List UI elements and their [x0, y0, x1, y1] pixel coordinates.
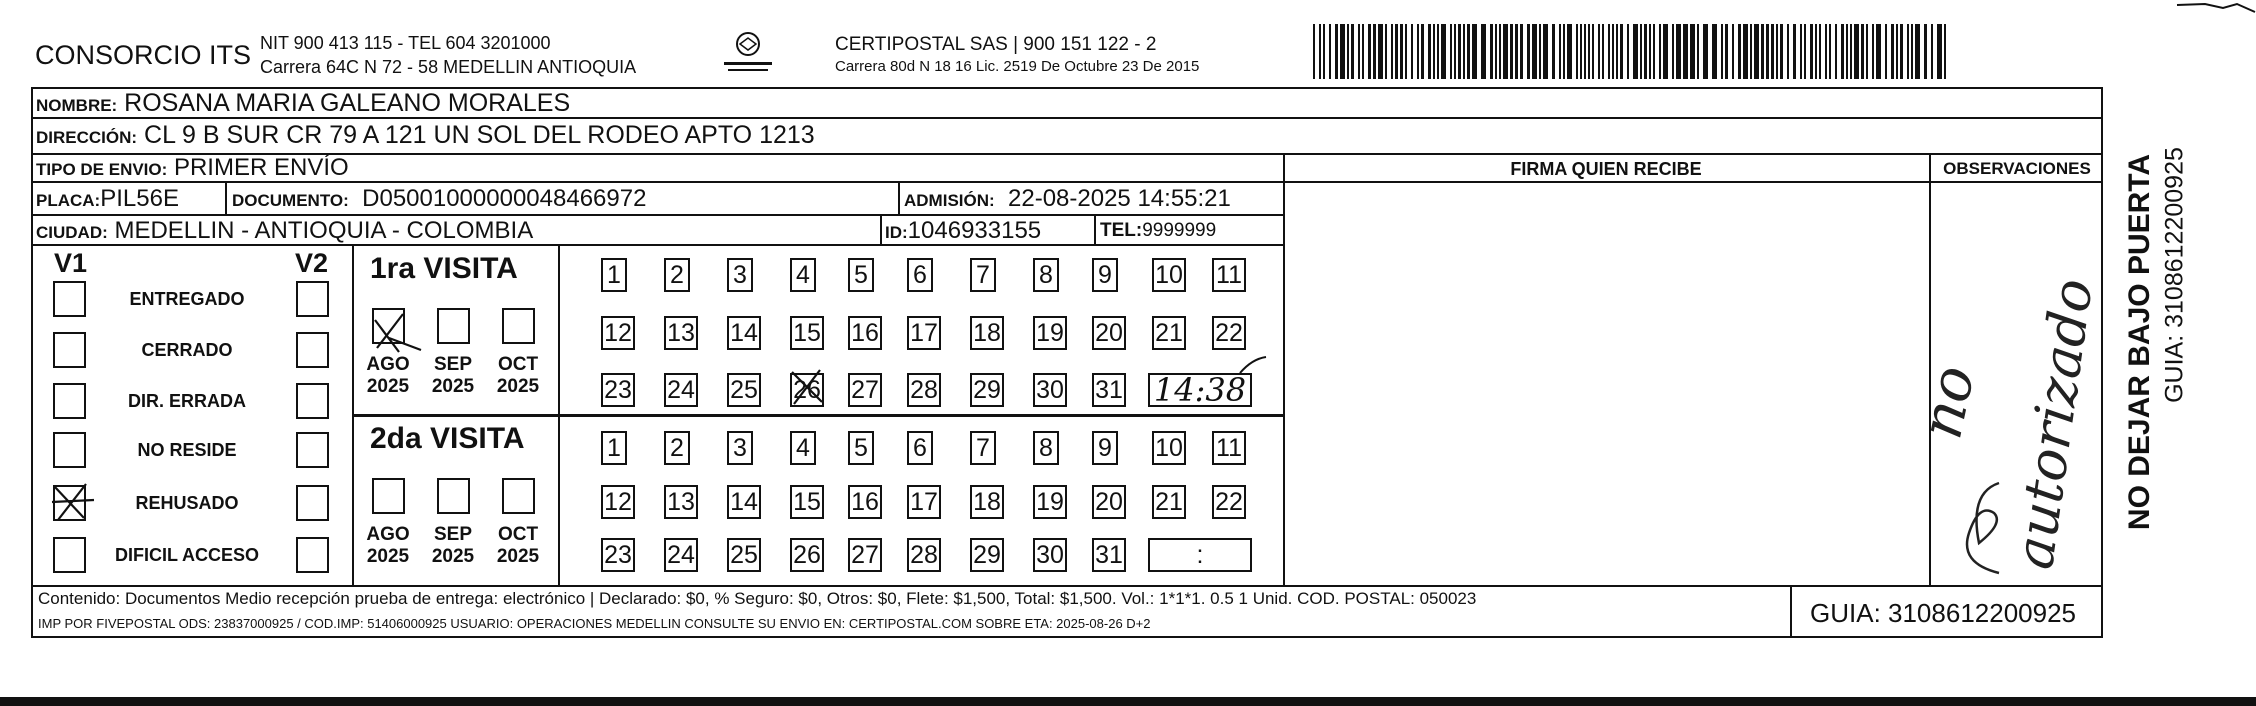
status-label: DIR. ERRADA: [127, 391, 246, 411]
status-label: DIFICIL ACCESO: [114, 545, 259, 565]
barcode-bar: [1563, 24, 1565, 79]
day-box[interactable]: 5: [848, 431, 874, 465]
month-checkbox[interactable]: [502, 478, 535, 514]
month-name: SEP: [433, 524, 473, 545]
barcode-bar: [1319, 24, 1321, 79]
cross-day-26: [786, 366, 828, 410]
barcode-bar: [1490, 24, 1493, 79]
barcode-bar: [1931, 24, 1933, 79]
month-name: AGO: [366, 354, 410, 375]
day-box[interactable]: 12: [601, 316, 635, 350]
documento-label: DOCUMENTO:: [232, 191, 349, 210]
barcode-bar: [1703, 24, 1708, 79]
barcode-bar: [1576, 24, 1578, 79]
day-box[interactable]: 23: [601, 538, 635, 572]
barcode-bar: [1804, 24, 1806, 79]
day-box[interactable]: 19: [1033, 316, 1067, 350]
barcode-bar: [1428, 24, 1431, 79]
day-box[interactable]: 18: [970, 485, 1004, 519]
barcode-bar: [1323, 24, 1325, 79]
observacion-handwritten-no: no: [1906, 359, 1988, 445]
day-box[interactable]: 18: [970, 316, 1004, 350]
barcode-bar: [1761, 24, 1764, 79]
barcode-bar: [1510, 24, 1513, 79]
carrier-name: CERTIPOSTAL SAS | 900 151 122 - 2: [835, 34, 1157, 55]
month-label: [426, 524, 480, 568]
day-box[interactable]: 6: [907, 431, 933, 465]
day-box[interactable]: 21: [1152, 485, 1186, 519]
barcode-bar: [1395, 24, 1398, 79]
barcode-bar: [1861, 24, 1864, 79]
signature-area[interactable]: [1285, 183, 1929, 585]
barcode-bar: [1721, 24, 1723, 79]
footer-guia: GUIA: 3108612200925: [1810, 598, 2076, 628]
observaciones-header: OBSERVACIONES: [1943, 159, 2091, 178]
barcode-bar: [1433, 24, 1435, 79]
barcode-bar: [1495, 24, 1497, 79]
barcode: [1313, 24, 1950, 79]
day-box[interactable]: 20: [1092, 485, 1126, 519]
day-box[interactable]: 29: [970, 538, 1004, 572]
barcode-bar: [1620, 24, 1623, 79]
barcode-bar: [1532, 24, 1537, 79]
ciudad-value: MEDELLIN - ANTIOQUIA - COLOMBIA: [114, 217, 534, 244]
day-box[interactable]: 24: [664, 538, 698, 572]
barcode-bar: [1872, 24, 1874, 79]
tipo-label: TIPO DE ENVIO:: [36, 160, 168, 179]
footer-contenido: Contenido: Documentos Medio recepción prueba de entrega: electrónico | Declarado: $0, % Seguro: $0, Otros: $0, Flete: $1,500, Total: $1,500. Vol.: 1*1*1. 0.5 1 Unid. COD. POSTAL: 050023: [38, 589, 1477, 608]
second-visit-title: 2da VISITA: [370, 422, 525, 455]
status-label: CERRADO: [141, 340, 233, 360]
day-box[interactable]: 1: [601, 431, 627, 465]
barcode-bar: [1627, 24, 1629, 79]
barcode-bar: [1787, 24, 1789, 79]
barcode-bar: [1829, 24, 1831, 79]
day-box[interactable]: 9: [1092, 431, 1118, 465]
id-row: [885, 219, 1041, 243]
ciudad-row: [36, 219, 533, 243]
barcode-bar: [1351, 24, 1354, 79]
id-label: ID:: [885, 223, 908, 242]
day-box[interactable]: 11: [1212, 431, 1246, 465]
month-year: 2025: [496, 546, 540, 567]
barcode-bar: [1676, 24, 1681, 79]
barcode-bar: [1640, 24, 1642, 79]
day-box[interactable]: 15: [790, 485, 824, 519]
id-value: 1046933155: [907, 217, 1042, 244]
barcode-bar: [1441, 24, 1446, 79]
nombre-value: ROSANA MARIA GALEANO MORALES: [124, 89, 571, 117]
status-label: ENTREGADO: [129, 289, 245, 309]
documento-row: [232, 187, 646, 211]
barcode-bar: [1391, 24, 1393, 79]
barcode-bar: [1421, 24, 1424, 79]
day-box[interactable]: 25: [727, 373, 761, 407]
admision-value: 22-08-2025 14:55:21: [1008, 185, 1231, 212]
checkmark-ago-first: [365, 308, 425, 358]
barcode-bar: [1580, 24, 1582, 79]
barcode-bar: [1876, 24, 1881, 79]
day-box[interactable]: 31: [1092, 538, 1126, 572]
tipo-row: [36, 156, 349, 180]
barcode-bar: [1743, 24, 1748, 79]
second-visit-time[interactable]: :: [1148, 538, 1252, 572]
barcode-bar: [1649, 24, 1651, 79]
barcode-bar: [1672, 24, 1674, 79]
barcode-bar: [1358, 24, 1360, 79]
nombre-row: [36, 91, 570, 116]
barcode-bar: [1411, 24, 1413, 79]
ciudad-label: CIUDAD:: [36, 223, 108, 242]
barcode-bar: [1539, 24, 1541, 79]
v1-checkbox[interactable]: [53, 537, 86, 573]
direccion-label: DIRECCIÓN:: [36, 128, 138, 147]
day-box[interactable]: 22: [1212, 485, 1246, 519]
carrier-address: Carrera 80d N 18 16 Lic. 2519 De Octubre 23 De 2015: [835, 58, 1200, 75]
tel-value: 9999999: [1142, 220, 1217, 241]
month-name: OCT: [497, 524, 539, 545]
barcode-bar: [1608, 24, 1610, 79]
barcode-bar: [1552, 24, 1555, 79]
barcode-bar: [1644, 24, 1647, 79]
month-year: 2025: [366, 546, 410, 567]
barcode-bar: [1602, 24, 1604, 79]
barcode-bar: [1584, 24, 1586, 79]
checkmark-rehusado: [48, 480, 98, 522]
v2-checkbox[interactable]: [296, 281, 329, 317]
barcode-bar: [1417, 24, 1419, 79]
direccion-value: CL 9 B SUR CR 79 A 121 UN SOL DEL RODEO APTO 1213: [144, 121, 815, 149]
day-box[interactable]: 15: [790, 316, 824, 350]
day-box[interactable]: 8: [1033, 431, 1059, 465]
barcode-bar: [1732, 24, 1734, 79]
barcode-bar: [1697, 24, 1699, 79]
first-visit-title: 1ra VISITA: [370, 252, 518, 285]
day-box[interactable]: 14: [727, 485, 761, 519]
month-year: 2025: [431, 546, 475, 567]
placa-value: PIL56E: [100, 185, 179, 212]
barcode-bar: [1900, 24, 1903, 79]
day-box[interactable]: 19: [1033, 485, 1067, 519]
barcode-bar: [1846, 24, 1848, 79]
side-guia: GUIA: 3108612200925: [2160, 147, 2189, 403]
barcode-bar: [1683, 24, 1688, 79]
month-label: [426, 354, 480, 398]
status-label: REHUSADO: [135, 493, 239, 513]
day-box[interactable]: 27: [848, 373, 882, 407]
v2-checkbox[interactable]: [296, 432, 329, 468]
barcode-bar: [1437, 24, 1439, 79]
barcode-bar: [1754, 24, 1759, 79]
logo-icon: [718, 30, 778, 76]
barcode-bar: [1335, 24, 1338, 79]
day-box[interactable]: 8: [1033, 258, 1059, 292]
barcode-bar: [1653, 24, 1655, 79]
month-checkbox[interactable]: [502, 308, 535, 344]
day-box[interactable]: 2: [664, 258, 690, 292]
month-year: 2025: [366, 376, 410, 397]
firma-header: FIRMA QUIEN RECIBE: [1510, 159, 1702, 179]
day-box[interactable]: 12: [601, 485, 635, 519]
barcode-bar: [1738, 24, 1741, 79]
barcode-bar: [1499, 24, 1501, 79]
day-box[interactable]: 29: [970, 373, 1004, 407]
barcode-bar: [1520, 24, 1523, 79]
v2-label: V2: [295, 248, 329, 278]
barcode-bar: [1659, 24, 1661, 79]
month-label: [361, 354, 415, 398]
v2-checkbox[interactable]: [296, 485, 329, 521]
day-box[interactable]: 22: [1212, 316, 1246, 350]
company-nit: NIT 900 413 115 - TEL 604 3201000: [260, 33, 551, 53]
day-box[interactable]: 14: [727, 316, 761, 350]
barcode-bar: [1567, 24, 1572, 79]
month-checkbox[interactable]: [437, 308, 470, 344]
day-box[interactable]: 1: [601, 258, 627, 292]
observaciones-area[interactable]: [1906, 183, 2106, 585]
month-year: 2025: [496, 376, 540, 397]
tel-row: [1100, 221, 1216, 240]
barcode-bar: [1850, 24, 1852, 79]
month-name: AGO: [366, 524, 410, 545]
barcode-bar: [1472, 24, 1477, 79]
barcode-bar: [1885, 24, 1887, 79]
barcode-bar: [1891, 24, 1894, 79]
barcode-bar: [1776, 24, 1778, 79]
day-box[interactable]: 13: [664, 316, 698, 350]
barcode-bar: [1385, 24, 1387, 79]
day-box[interactable]: 5: [848, 258, 874, 292]
day-box[interactable]: 30: [1033, 373, 1067, 407]
month-checkbox[interactable]: [372, 478, 405, 514]
side-warning: NO DEJAR BAJO PUERTA: [2123, 153, 2156, 531]
barcode-bar: [1368, 24, 1371, 79]
barcode-bar: [1841, 24, 1844, 79]
bottom-bar: [0, 697, 2256, 706]
barcode-bar: [1819, 24, 1821, 79]
barcode-bar: [1690, 24, 1695, 79]
placa-label: PLACA:: [36, 191, 101, 210]
day-box[interactable]: 21: [1152, 316, 1186, 350]
barcode-bar: [1810, 24, 1813, 79]
barcode-bar: [1911, 24, 1913, 79]
barcode-bar: [1780, 24, 1783, 79]
day-box[interactable]: 31: [1092, 373, 1126, 407]
barcode-bar: [1481, 24, 1486, 79]
handwritten-initial-mark: [1949, 473, 2009, 583]
barcode-bar: [1463, 24, 1465, 79]
barcode-bar: [1347, 24, 1349, 79]
barcode-bar: [1944, 24, 1946, 79]
barcode-bar: [1712, 24, 1717, 79]
footer-impresion: IMP POR FIVEPOSTAL ODS: 23837000925 / COD.IMP: 51406000925 USUARIO: OPERACIONES MEDELLIN CONSULTE SU ENVIO EN: CERTIPOSTAL.COM SOBRE ETA: 2025-08-26 D+2: [38, 616, 1151, 631]
month-name: OCT: [497, 354, 539, 375]
v1-label: V1: [54, 248, 88, 278]
handwriting-stroke: [1238, 355, 1268, 375]
day-box[interactable]: 28: [907, 373, 941, 407]
day-box[interactable]: 3: [727, 258, 753, 292]
day-box[interactable]: 7: [970, 258, 996, 292]
barcode-bar: [1503, 24, 1508, 79]
barcode-bar: [1937, 24, 1942, 79]
barcode-bar: [1543, 24, 1548, 79]
nombre-label: NOMBRE:: [36, 96, 118, 115]
barcode-bar: [1405, 24, 1407, 79]
day-box[interactable]: 28: [907, 538, 941, 572]
day-box[interactable]: 13: [664, 485, 698, 519]
day-box[interactable]: 17: [907, 316, 941, 350]
barcode-bar: [1815, 24, 1817, 79]
barcode-bar: [1362, 24, 1364, 79]
barcode-bar: [1793, 24, 1796, 79]
barcode-bar: [1313, 24, 1315, 79]
day-box[interactable]: 23: [601, 373, 635, 407]
day-box[interactable]: 30: [1033, 538, 1067, 572]
corner-mark: [2175, 0, 2256, 20]
month-label: [491, 524, 545, 568]
certipostal-logo: [718, 30, 778, 76]
barcode-bar: [1400, 24, 1403, 79]
company-address: Carrera 64C N 72 - 58 MEDELLIN ANTIOQUIA: [260, 57, 637, 77]
month-label: [491, 354, 545, 398]
barcode-bar: [1771, 24, 1774, 79]
v2-checkbox[interactable]: [296, 332, 329, 368]
barcode-bar: [1340, 24, 1345, 79]
day-box[interactable]: 24: [664, 373, 698, 407]
barcode-bar: [1612, 24, 1614, 79]
tipo-value: PRIMER ENVÍO: [173, 154, 349, 181]
barcode-bar: [1378, 24, 1383, 79]
month-label: [361, 524, 415, 568]
day-box[interactable]: 16: [848, 316, 882, 350]
barcode-bar: [1835, 24, 1837, 79]
barcode-bar: [1663, 24, 1668, 79]
v1-checkbox[interactable]: [53, 383, 86, 419]
day-box[interactable]: 17: [907, 485, 941, 519]
first-visit-time[interactable]: 14:38: [1148, 373, 1252, 407]
barcode-bar: [1467, 24, 1470, 79]
v2-checkbox[interactable]: [296, 537, 329, 573]
day-box[interactable]: 9: [1092, 258, 1118, 292]
direccion-row: [36, 123, 815, 148]
tel-label: TEL:: [1100, 220, 1143, 241]
barcode-bar: [1825, 24, 1827, 79]
day-box[interactable]: 26: [790, 538, 824, 572]
day-box[interactable]: 25: [727, 538, 761, 572]
day-box[interactable]: 4: [790, 431, 816, 465]
day-box[interactable]: 16: [848, 485, 882, 519]
barcode-bar: [1907, 24, 1909, 79]
barcode-bar: [1854, 24, 1859, 79]
barcode-bar: [1515, 24, 1518, 79]
barcode-bar: [1924, 24, 1927, 79]
barcode-bar: [1633, 24, 1638, 79]
day-box[interactable]: 20: [1092, 316, 1126, 350]
barcode-bar: [1616, 24, 1618, 79]
day-box[interactable]: 4: [790, 258, 816, 292]
barcode-bar: [1458, 24, 1461, 79]
documento-value: D05001000000048466972: [362, 185, 647, 212]
status-label: NO RESIDE: [137, 440, 237, 460]
day-box[interactable]: 7: [970, 431, 996, 465]
barcode-bar: [1592, 24, 1594, 79]
barcode-bar: [1866, 24, 1868, 79]
barcode-bar: [1559, 24, 1561, 79]
observacion-handwritten-autorizado: autorizado: [2002, 274, 2106, 573]
barcode-bar: [1373, 24, 1376, 79]
barcode-bar: [1725, 24, 1728, 79]
barcode-bar: [1588, 24, 1590, 79]
v1-checkbox[interactable]: [53, 432, 86, 468]
barcode-bar: [1750, 24, 1752, 79]
barcode-bar: [1450, 24, 1452, 79]
barcode-bar: [1598, 24, 1600, 79]
day-box[interactable]: 10: [1152, 258, 1186, 292]
month-name: SEP: [433, 354, 473, 375]
v1-checkbox[interactable]: [53, 332, 86, 368]
day-box[interactable]: 6: [907, 258, 933, 292]
day-box[interactable]: 10: [1152, 431, 1186, 465]
day-box[interactable]: 27: [848, 538, 882, 572]
barcode-bar: [1766, 24, 1769, 79]
month-checkbox[interactable]: [437, 478, 470, 514]
admision-label: ADMISIÓN:: [904, 191, 995, 210]
v1-checkbox[interactable]: [53, 281, 86, 317]
barcode-bar: [1527, 24, 1530, 79]
day-box[interactable]: 3: [727, 431, 753, 465]
day-box[interactable]: 2: [664, 431, 690, 465]
admision-row: [904, 187, 1231, 211]
barcode-bar: [1800, 24, 1802, 79]
v2-checkbox[interactable]: [296, 383, 329, 419]
barcode-bar: [1329, 24, 1331, 79]
placa-row: [36, 187, 179, 211]
day-box[interactable]: 11: [1212, 258, 1246, 292]
barcode-bar: [1915, 24, 1920, 79]
day-box[interactable]: 26: [790, 373, 824, 407]
barcode-bar: [1896, 24, 1898, 79]
month-year: 2025: [431, 376, 475, 397]
barcode-bar: [1454, 24, 1456, 79]
company-name: CONSORCIO ITS: [35, 40, 252, 70]
